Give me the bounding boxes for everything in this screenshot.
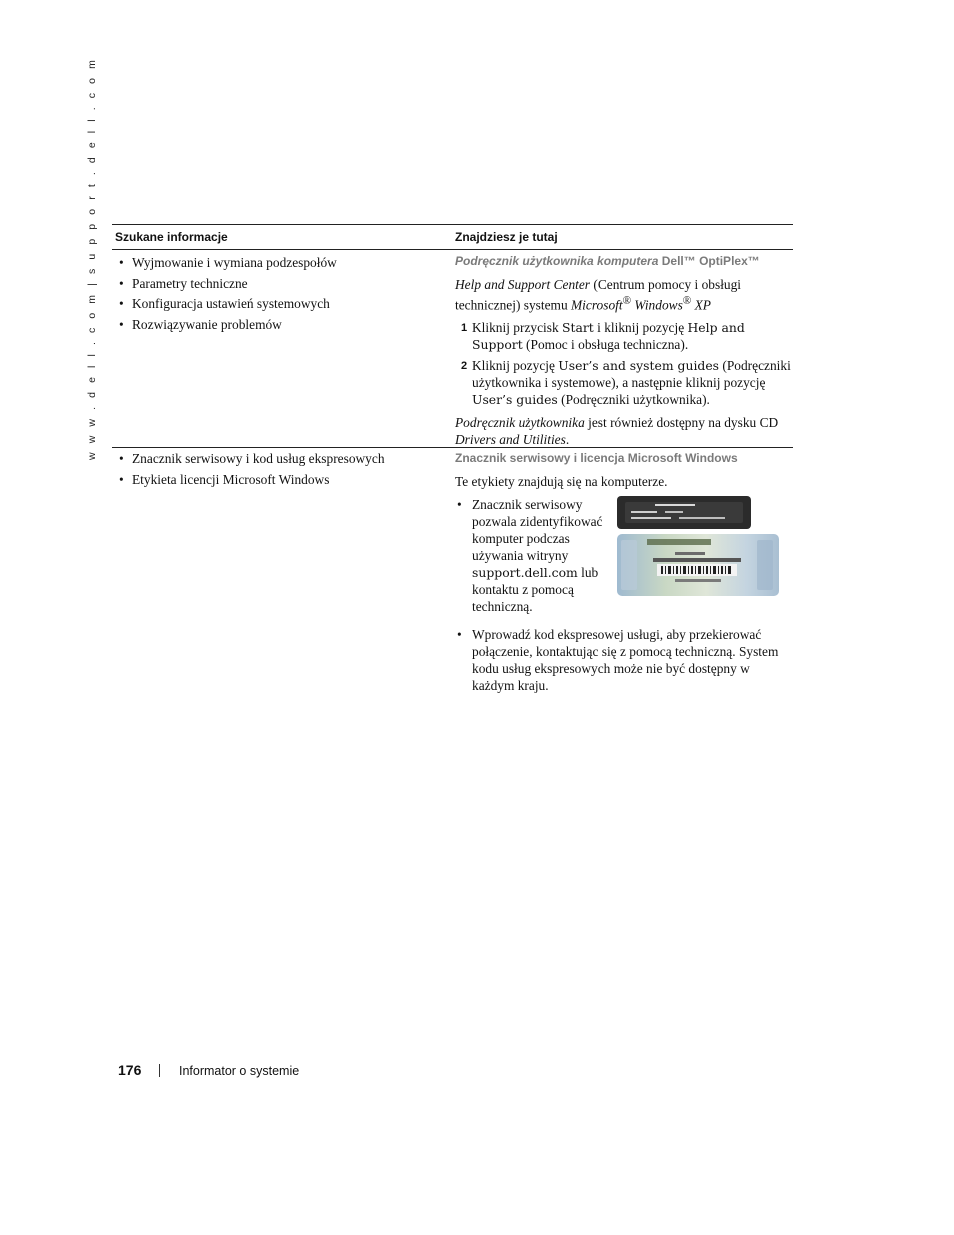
- footer-divider: [159, 1064, 160, 1077]
- row-subhead: Podręcznik użytkownika komputera Dell™ OptiPlex™: [455, 254, 760, 268]
- header-col1: Szukane informacje: [115, 230, 228, 244]
- page-number: 176: [118, 1062, 142, 1078]
- table-row: [112, 448, 793, 708]
- step-item: 1 Kliknij przycisk Start i kliknij pozycję Help and Support (Pomoc i obsługa techniczna).: [461, 320, 745, 353]
- list-item: • Etykieta licencji Microsoft Windows: [117, 471, 447, 488]
- windows-license-label-image: [617, 534, 779, 596]
- service-tag-label-image: [617, 496, 751, 529]
- table-header: [112, 225, 793, 250]
- intro-paragraph: Help and Support Center (Centrum pomocy i obsługi technicznej) systemu Microsoft® Windows® XP: [455, 277, 742, 313]
- intro-paragraph: Te etykiety znajdują się na komputerze.: [455, 474, 668, 489]
- list-item: • Znacznik serwisowy pozwala zidentyfikować komputer podczas używania witryny support.dell.com lub kontaktu z pomocą techniczną.: [455, 496, 605, 615]
- info-table: [112, 224, 793, 708]
- side-url: w w w . d e l l . c o m | s u p p o r t . d e l l . c o m: [86, 57, 98, 460]
- sought-info-list: [117, 254, 447, 333]
- list-item: • Parametry techniczne: [117, 275, 447, 292]
- sought-info-list: [117, 450, 447, 488]
- list-item: • Wyjmowanie i wymiana podzespołów: [117, 254, 447, 271]
- table-row: [112, 250, 793, 448]
- list-item: • Rozwiązywanie problemów: [117, 316, 447, 333]
- list-item: • Wprowadź kod ekspresowej usługi, aby przekierować połączenie, kontaktując się z pomocą techniczną. System kodu usług ekspresowych może nie być dostępny w każdym kraju.: [455, 626, 793, 694]
- footer-title: Informator o systemie: [179, 1064, 300, 1078]
- list-item: • Konfiguracja ustawień systemowych: [117, 295, 447, 312]
- header-col2: Znajdziesz je tutaj: [455, 230, 558, 244]
- step-item: 2 Kliknij pozycję User’s and system guides (Podręczniki użytkownika i systemowe), a następnie kliknij pozycję User’s guides (Podręczniki użytkownika).: [461, 358, 791, 408]
- labels-illustration: [455, 496, 793, 626]
- row-subhead: Znacznik serwisowy i licencja Microsoft Windows: [455, 451, 738, 465]
- steps-list: [455, 319, 793, 408]
- note-paragraph: Podręcznik użytkownika jest również dostępny na dysku CD Drivers and Utilities.: [455, 415, 779, 448]
- list-item: • Znacznik serwisowy i kod usług ekspresowych: [117, 450, 447, 467]
